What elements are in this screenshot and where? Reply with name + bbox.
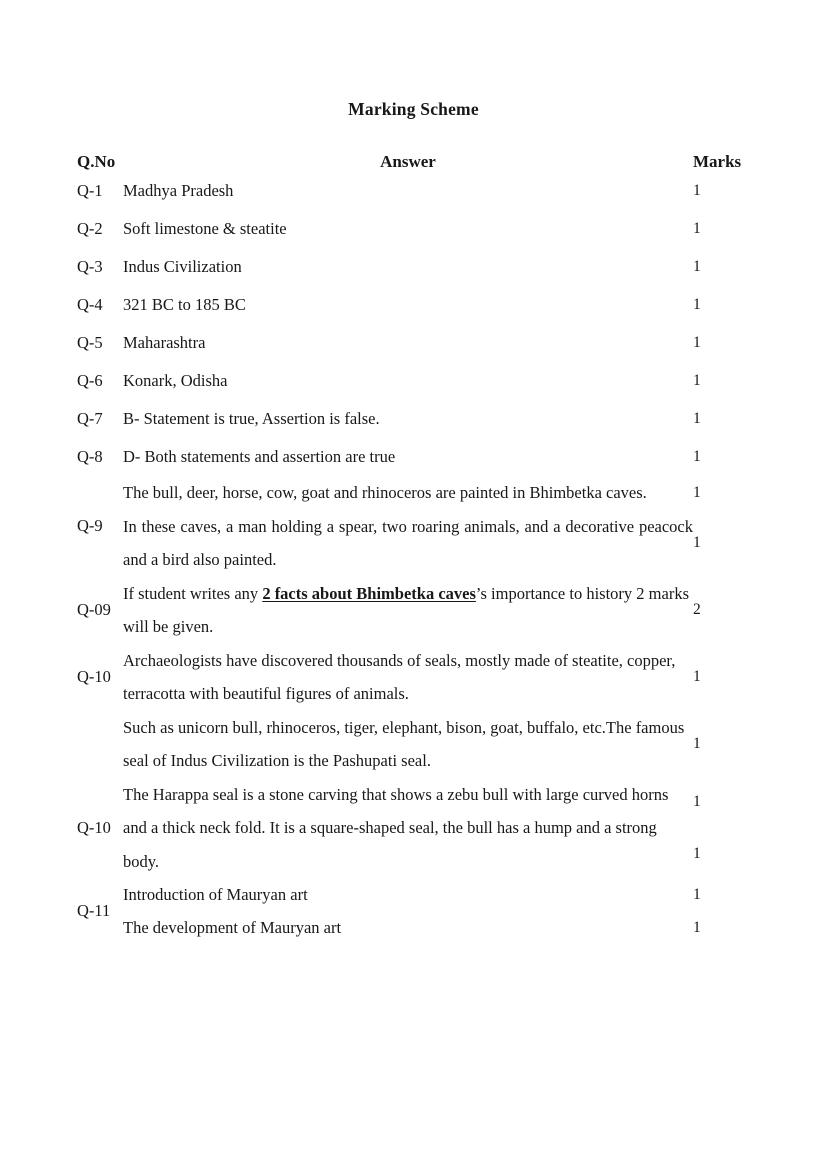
row-qno: Q-3 — [77, 257, 103, 276]
row-marks: 1 — [693, 534, 701, 551]
table-row — [77, 172, 752, 210]
row-qno: Q-2 — [77, 219, 103, 238]
row-answer: Madhya Pradesh — [123, 180, 234, 200]
row-qno: Q-9 — [77, 516, 103, 536]
row-marks: 1 — [693, 885, 701, 903]
answer-paragraph: In these caves, a man holding a spear, two roaring animals, and a decorative peacock and a bird also painted. — [123, 516, 693, 569]
row-qno: Q-10 — [77, 667, 111, 686]
row-marks: 2 — [693, 601, 701, 618]
column-header-marks: Marks — [693, 152, 742, 171]
table-row — [77, 400, 752, 438]
row-qno: Q-10 — [77, 817, 111, 837]
row-answer — [123, 911, 693, 944]
row-answer — [123, 510, 693, 577]
row-answer — [123, 577, 693, 644]
answer-paragraph: Archaeologists have discovered thousands of seals, mostly made of steatite, copper, terracotta with beautiful figures of animals. — [123, 650, 676, 703]
table-row — [77, 286, 752, 324]
row-qno: Q-09 — [77, 600, 111, 619]
answer-paragraph: The development of Mauryan art — [123, 918, 342, 937]
row-qno: Q-7 — [77, 409, 103, 428]
row-answer: Konark, Odisha — [123, 370, 228, 390]
row-qno: Q-1 — [77, 181, 103, 200]
row-marks: 1 — [693, 258, 701, 275]
answer-paragraph: Introduction of Mauryan art — [123, 885, 308, 904]
row-marks: 1 — [693, 918, 701, 936]
answer-paragraph — [123, 577, 693, 644]
page-title: Marking Scheme — [348, 99, 479, 119]
row-marks: 1 — [693, 735, 701, 752]
row-qno-empty — [77, 711, 123, 778]
row-answer: B- Statement is true, Assertion is false. — [123, 408, 380, 428]
row-qno: Q-6 — [77, 371, 103, 390]
row-answer — [123, 476, 693, 510]
table-row — [77, 778, 752, 879]
row-marks: 1 — [693, 182, 701, 199]
row-marks-line: 1 — [693, 793, 701, 811]
row-answer — [123, 644, 693, 711]
row-marks: 1 — [693, 220, 701, 237]
row-qno: Q-5 — [77, 333, 103, 352]
row-answer: 321 BC to 185 BC — [123, 294, 246, 314]
answer-text-prefix: If student writes any — [123, 583, 263, 603]
table-row — [77, 248, 752, 286]
table-row — [77, 577, 752, 644]
column-header-qno: Q.No — [77, 152, 116, 171]
table-row — [77, 362, 752, 400]
table-row — [77, 878, 752, 911]
column-header-answer: Answer — [380, 152, 436, 171]
table-row — [77, 324, 752, 362]
answer-paragraph: The bull, deer, horse, cow, goat and rhinoceros are painted in Bhimbetka caves. — [123, 483, 647, 502]
row-marks: 1 — [693, 334, 701, 351]
row-answer: D- Both statements and assertion are true — [123, 446, 396, 466]
row-answer: Maharashtra — [123, 332, 206, 352]
row-qno: Q-11 — [77, 901, 111, 920]
table-row — [77, 711, 752, 778]
row-marks-line: 1 — [693, 844, 701, 862]
table-row — [77, 911, 752, 944]
row-marks: 1 — [693, 410, 701, 427]
row-marks: 1 — [693, 668, 701, 685]
row-answer — [123, 778, 693, 879]
row-marks: 1 — [693, 372, 701, 389]
table-header-row — [77, 152, 752, 172]
table-row — [77, 510, 752, 577]
table-row — [77, 210, 752, 248]
row-marks: 1 — [693, 448, 701, 465]
row-marks: 1 — [693, 296, 701, 313]
answer-paragraph: The Harappa seal is a stone carving that shows a zebu bull with large curved horns and a thick neck fold. It is a square-shaped seal, the bull has a hump and a strong body. — [123, 784, 669, 871]
marking-scheme-table — [77, 152, 752, 944]
answer-paragraph: Such as unicorn bull, rhinoceros, tiger, elephant, bison, goat, buffalo, etc.The famous seal of Indus Civilization is the Pashupati seal. — [123, 717, 685, 770]
row-marks — [693, 778, 752, 879]
marks-stack — [693, 785, 752, 870]
table-row — [77, 438, 752, 476]
row-qno: Q-4 — [77, 295, 103, 314]
table-row — [77, 476, 752, 510]
row-answer — [123, 711, 693, 778]
row-qno: Q-8 — [77, 447, 103, 466]
answer-text-emphasis: 2 facts about Bhimbetka caves — [262, 583, 476, 603]
table-row — [77, 644, 752, 711]
row-answer: Indus Civilization — [123, 256, 242, 276]
answer-text-suffix: ’s importance to history 2 marks will be given. — [123, 583, 689, 636]
row-answer: Soft limestone & steatite — [123, 218, 287, 238]
row-marks: 1 — [693, 483, 701, 501]
row-answer — [123, 878, 693, 911]
